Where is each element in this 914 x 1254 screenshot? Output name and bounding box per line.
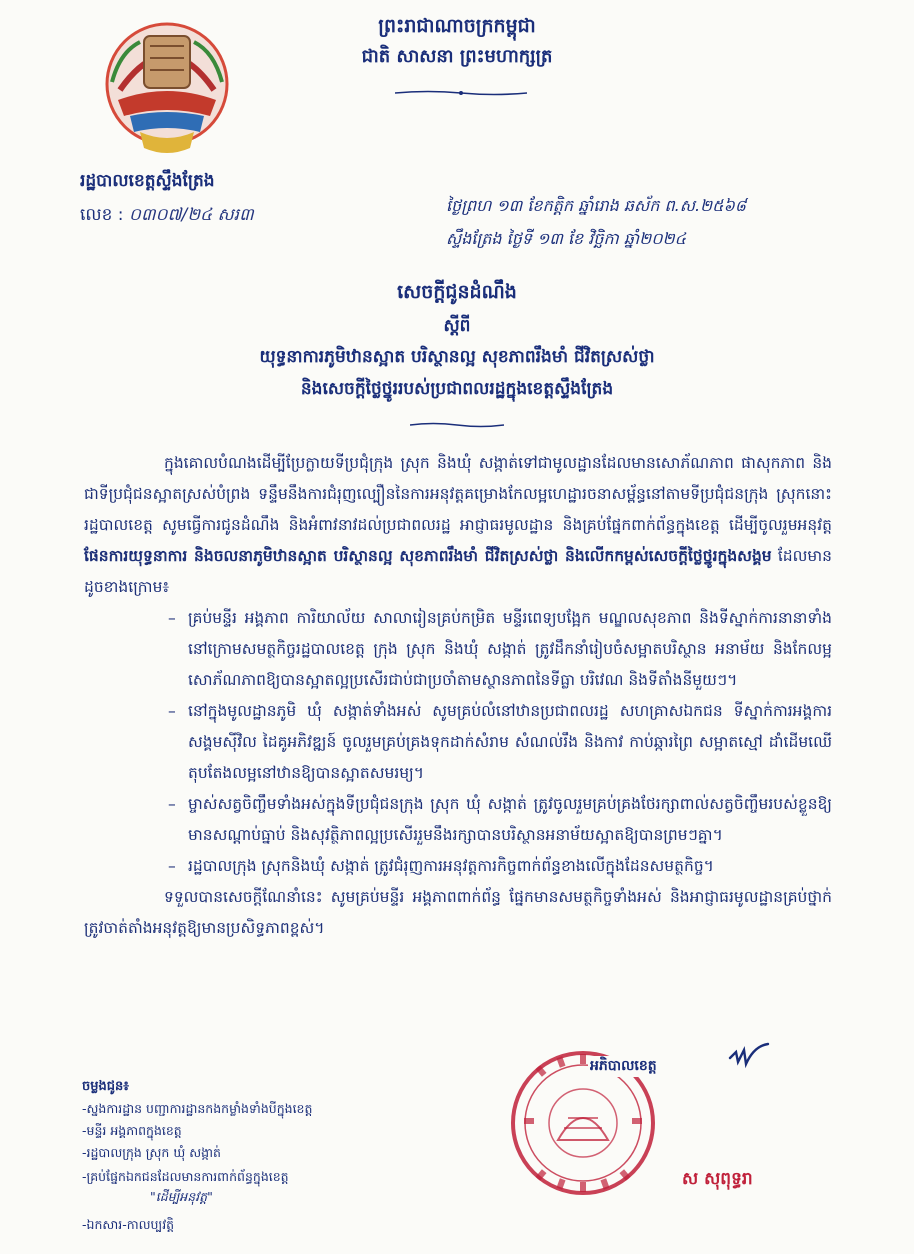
recipient-item: -ស្នងការដ្ឋាន បញ្ជាការដ្ឋានកងកម្លាំងទាំងបីក្នុងខេត្ត	[82, 1101, 313, 1116]
recipient-note: "ដើម្បីអនុវត្ត"	[150, 1189, 213, 1204]
list-item	[84, 789, 832, 851]
list-dash: –	[168, 857, 176, 875]
list-dash: –	[168, 702, 176, 720]
list-dash: –	[168, 609, 176, 627]
ornament-divider-icon	[395, 90, 527, 96]
signatory-name: ស សុពុទ្ធរា	[682, 1169, 753, 1189]
subject-line-1: យុទ្ធនាការភូមិឋានស្អាត បរិស្ថានល្អ សុខភាពរឹងមាំ ជីវិតស្រស់ថ្លា	[259, 347, 655, 367]
list-dash: –	[168, 795, 176, 813]
signatory-title: អភិបាលខេត្ត	[588, 1056, 659, 1077]
letter-body	[84, 448, 832, 944]
issuer-name: រដ្ឋបាលខេត្តស្ទឹងត្រែង	[80, 171, 215, 191]
instruction-list	[84, 603, 832, 882]
list-item-text: រដ្ឋបាលក្រុង ស្រុកនិងឃុំ សង្កាត់ ត្រូវជំរុញការអនុវត្តការកិច្ចពាក់ព័ន្ធខាងលើក្នុងដែនសមត្ថកិច្ច។	[188, 857, 714, 875]
handwritten-signature-icon	[728, 1042, 772, 1070]
list-item-text: ម្ចាស់សត្វចិញ្ចឹមទាំងអស់ក្នុងទីប្រជុំជនក្រុង ស្រុក ឃុំ សង្កាត់ ត្រូវចូលរួមគ្រប់គ្រងថែរក្សាពាល់សត្វចិញ្ចឹមរបស់ខ្លួនឱ្យមានសណ្តាប់ធ្នាប់ និងសុវត្ថិភាពល្អប្រសើររួមនឹងរក្សាបានបរិស្ថានអនាម័យស្អាតឱ្យបានព្រមៗគ្នា។	[188, 795, 832, 844]
list-item	[84, 696, 832, 789]
national-motto: ជាតិ សាសនា ព្រះមហាក្សត្រ	[361, 46, 553, 67]
intro-text: ក្នុងគោលបំណងដើម្បីប្រែក្លាយទីប្រជុំក្រុង ស្រុក និងឃុំ សង្កាត់ទៅជាមូលដ្ឋានដែលមានសោភ័ណភាព ផាសុកភាព និងជាទីប្រជុំជនស្អាតស្រស់បំព្រង ទន្ទឹមនឹងការជំរុញល្បឿននៃការអនុវត្តគម្រោងកែលម្អហេដ្ឋារចនាសម្ព័ន្ធនៅតាមទីប្រជុំជនក្រុង ស្រុកនោះ រដ្ឋបាលខេត្ត សូមធ្វើការជូនដំណឹង និងអំពាវនាវដល់ប្រជាពលរដ្ឋ អាជ្ញាធរមូលដ្ឋាន និងគ្រប់ផ្នែកពាក់ព័ន្ធក្នុងខេត្ត ដើម្បីចូលរួមអនុវត្ត	[84, 454, 832, 534]
subject-line-2: និងសេចក្តីថ្លៃថ្នូររបស់ប្រជាពលរដ្ឋក្នុងខេត្តស្ទឹងត្រែង	[300, 379, 614, 399]
intro-bold-text: ផែនការយុទ្ធនាការ និងចលនាភូមិឋានស្អាត បរិស្ថានល្អ សុខភាពរឹងមាំ ជីវិតស្រស់ថ្លា និងលើកកម្ពស់សេចក្តីថ្លៃថ្នូរក្នុងសង្គម	[84, 547, 772, 565]
recipients-title: ចម្លងជូន៖	[82, 1079, 129, 1094]
lunar-date: ថ្ងៃព្រហ ១៣ ខែកត្តិក ឆ្នាំរោង ឆស័ក ព.ស.២៥៦៨	[446, 196, 747, 215]
about-label: ស្តីពី	[443, 316, 471, 336]
kingdom-heading: ព្រះរាជាណាចក្រកម្ពុជា	[378, 15, 536, 37]
intro-paragraph	[84, 448, 832, 603]
list-item	[84, 851, 832, 882]
list-item-text: គ្រប់មន្ទីរ អង្គភាព ការិយាល័យ សាលារៀនគ្រប់កម្រិត មន្ទីរពេទ្យបង្អែក មណ្ឌលសុខភាព និងទីស្នាក់ការនានាទាំងនៅក្រោមសមត្ថកិច្ចរដ្ឋបាលខេត្ត ក្រុង ស្រុក និងឃុំ សង្កាត់ ត្រូវដឹកនាំរៀបចំសម្អាតបរិស្ថាន អនាម័យ និងកែលម្អសោភ័ណភាពឱ្យបានស្អាតល្អប្រសើរជាប់ជាប្រចាំតាមស្ថានភាពនៃទីធ្លា បរិវេណ និងទីតាំងនីមួយៗ។	[188, 609, 832, 689]
reference-value: ០៣០៧/២៤ សរ៣	[128, 205, 254, 225]
solar-date: ស្ទឹងត្រែង ថ្ងៃទី ១៣ ខែ វិច្ឆិកា ឆ្នាំ២០២៤	[446, 229, 686, 248]
reference-label: លេខ :	[80, 205, 124, 225]
intro-end-text: ដែលមានដូចខាងក្រោម៖	[84, 547, 832, 596]
list-item-text: នៅក្នុងមូលដ្ឋានភូមិ ឃុំ សង្កាត់ទាំងអស់ សូមគ្រប់លំនៅឋានប្រជាពលរដ្ឋ សហគ្រាសឯកជន ទីស្នាក់ការអង្គការសង្គមស៊ីវិល ដៃគូអភិវឌ្ឍន៍ ចូលរួមគ្រប់គ្រងទុកដាក់សំរាម សំណល់រឹង និងកាវ កាប់ឆ្ការព្រៃ សម្អាតស្មៅ ដាំដើមឈើ តុបតែងលម្អនៅឋានឱ្យបានស្អាតសមរម្យ។	[188, 702, 832, 782]
reference-number	[80, 204, 254, 229]
list-item	[84, 603, 832, 696]
document-type: សេចក្តីជូនដំណឹង	[397, 281, 517, 303]
recipient-item: -រដ្ឋបាលក្រុង ស្រុក ឃុំ សង្កាត់	[82, 1145, 221, 1160]
recipient-item: -គ្រប់ផ្នែកឯកជនដែលមានការពាក់ព័ន្ធក្នុងខេត្ត	[82, 1169, 289, 1184]
title-divider-icon	[410, 422, 504, 428]
recipient-item: -មន្ទីរ អង្គភាពក្នុងខេត្ត	[82, 1123, 182, 1138]
recipient-item: -ឯកសារ-កាលប្បវត្តិ	[82, 1217, 175, 1232]
closing-paragraph: ទទួលបានសេចក្តីណែនាំនេះ សូមគ្រប់មន្ទីរ អង្គភាពពាក់ព័ន្ធ ផ្នែកមានសមត្ថកិច្ចទាំងអស់ និងអាជ្ញាធរមូលដ្ឋានគ្រប់ថ្នាក់ ត្រូវចាត់តាំងអនុវត្តឱ្យមានប្រសិទ្ធភាពខ្ពស់។	[84, 888, 832, 937]
